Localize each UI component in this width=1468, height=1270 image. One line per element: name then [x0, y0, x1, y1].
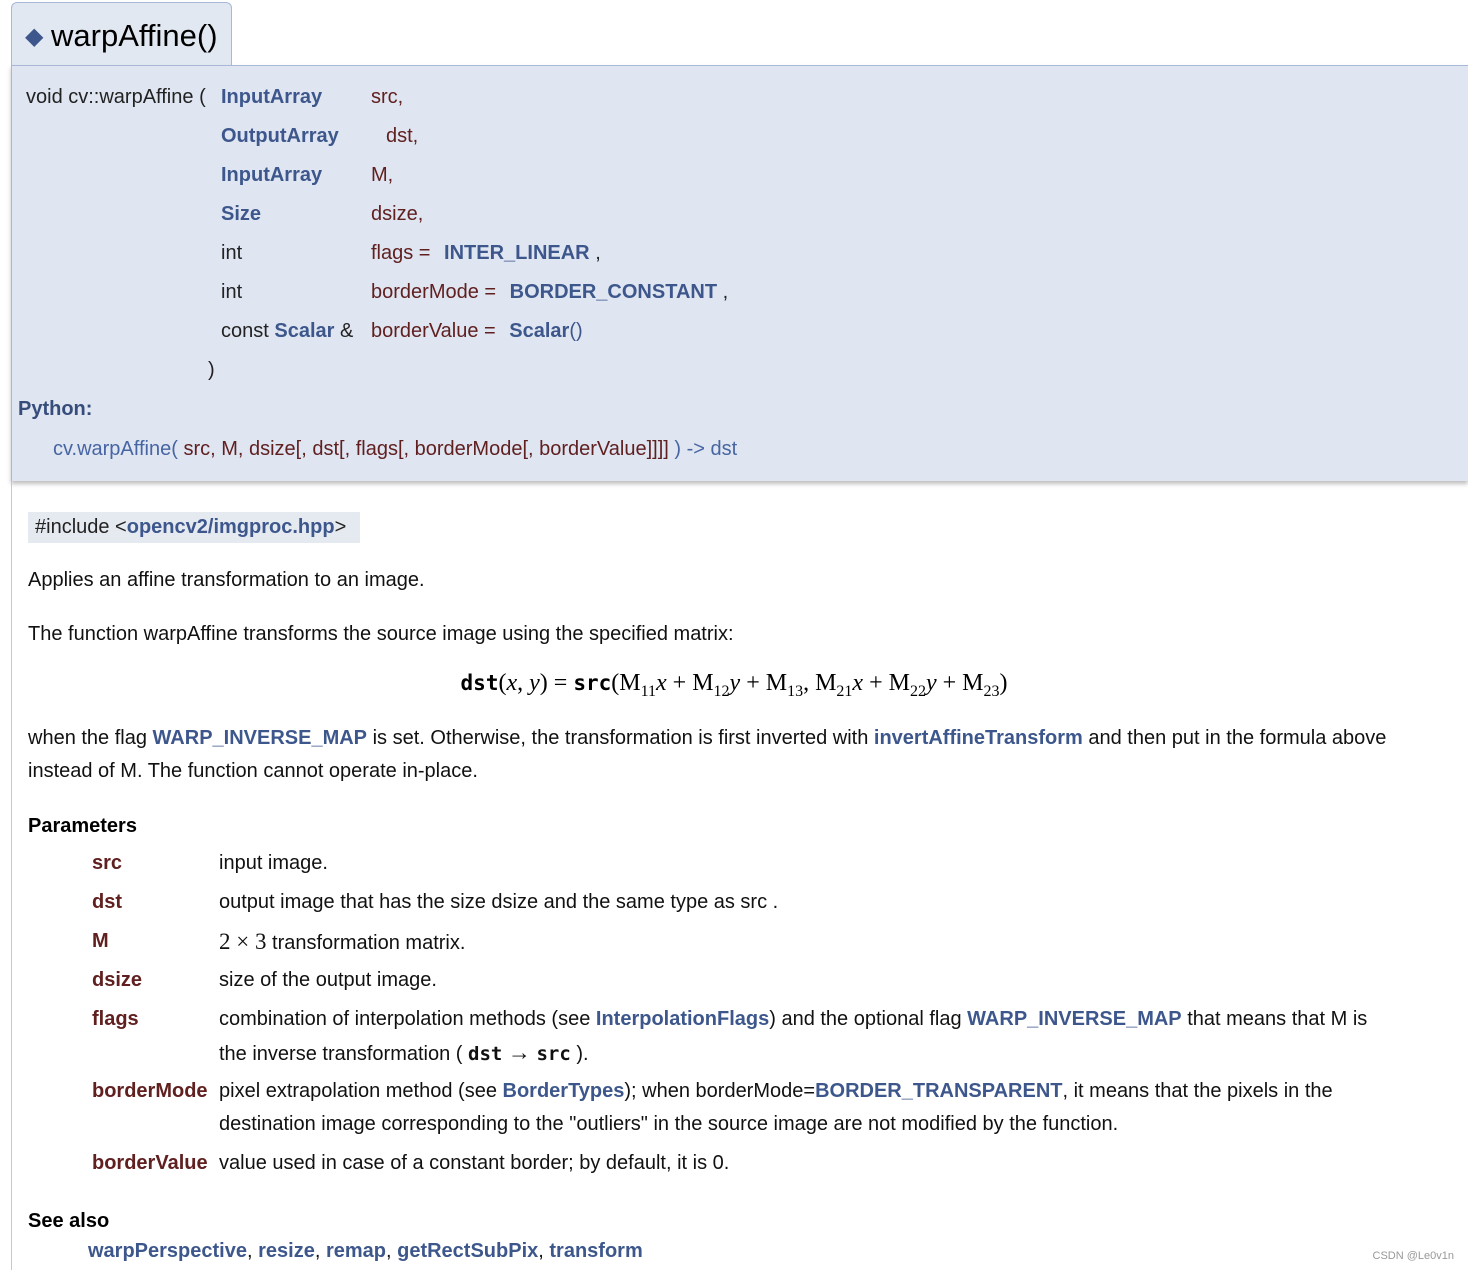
proto-param-type: [221, 123, 339, 149]
affine-formula: dst(x, $y) = src(M_{11}x + M_{12}y + M_{13}$, $M_{21}x + M_{22}y + M_{23}$): [460, 670, 1008, 700]
inputarray-link[interactable]: InputArray: [221, 164, 323, 186]
see-also-heading: See also: [28, 1210, 110, 1232]
prototype-lead: void cv::warpAffine (: [26, 86, 206, 108]
border-transparent-link[interactable]: BORDER_TRANSPARENT: [815, 1080, 1063, 1102]
diamond-bullet-icon: ◆: [25, 23, 44, 50]
see-also-links: warpPerspective, resize, remap, getRectSubPix, transform: [88, 1240, 643, 1262]
watermark: CSDN @Le0v1n: [1372, 1250, 1454, 1262]
scalar-link[interactable]: Scalar: [274, 320, 335, 342]
see-also-link-transform[interactable]: transform: [549, 1240, 643, 1262]
proto-param-type: int: [221, 242, 243, 264]
proto-param-type: [221, 162, 322, 188]
inter-linear-link[interactable]: INTER_LINEAR: [444, 242, 590, 264]
inputarray-link[interactable]: InputArray: [221, 86, 323, 108]
description-intro: The function warpAffine transforms the source image using the specified matrix:: [28, 623, 734, 645]
see-also-link-resize[interactable]: resize: [258, 1240, 315, 1262]
python-label: Python:: [18, 398, 93, 420]
see-also-link-warpperspective[interactable]: warpPerspective: [88, 1240, 247, 1262]
invert-affine-transform-link[interactable]: invertAffineTransform: [873, 727, 1083, 749]
interpolation-flags-link[interactable]: InterpolationFlags: [595, 1008, 770, 1030]
size-link[interactable]: Size: [221, 203, 262, 225]
parameters-heading: Parameters: [28, 815, 137, 837]
proto-param-name: dst,: [386, 125, 419, 147]
proto-param-type: [221, 84, 322, 110]
see-also-link-remap[interactable]: remap: [325, 1240, 386, 1262]
prototype-close-paren: ): [208, 359, 215, 381]
include-line: #include <opencv2/imgproc.hpp>: [28, 512, 360, 543]
proto-param-type: int: [221, 281, 243, 303]
border-constant-link[interactable]: BORDER_CONSTANT: [509, 281, 718, 303]
warp-inverse-map-link-2[interactable]: WARP_INVERSE_MAP: [967, 1008, 1182, 1030]
scalar-default-link[interactable]: Scalar: [509, 320, 570, 342]
description-body: when the flag WARP_INVERSE_MAP is set. Otherwise, the transformation is first inverted with invertAffineTransform and then put in the formula above instead of M. The function cannot operate in-place.: [28, 727, 1387, 782]
content-left-rule: [11, 481, 12, 1270]
proto-param-type: [221, 201, 261, 227]
member-title-tab: [11, 2, 232, 68]
python-signature: cv.warpAffine( src, M, dsize[, dst[, flags[, borderMode[, borderValue]]]] ) -> dst: [53, 438, 738, 460]
warp-inverse-map-link[interactable]: WARP_INVERSE_MAP: [152, 727, 368, 749]
prototype-box: [11, 65, 1468, 481]
proto-param-name: M,: [371, 164, 394, 186]
proto-param-type: const Scalar &: [221, 320, 354, 342]
brief-description: Applies an affine transformation to an image.: [28, 569, 425, 591]
border-types-link[interactable]: BorderTypes: [502, 1080, 625, 1102]
include-file-link[interactable]: opencv2/imgproc.hpp: [126, 516, 335, 538]
proto-param-name: borderValue = Scalar(): [371, 320, 583, 342]
proto-param-name: borderMode = BORDER_CONSTANT ,: [371, 281, 729, 303]
proto-param-name: src,: [371, 86, 404, 108]
proto-param-name: dsize,: [371, 203, 424, 225]
proto-param-name: flags = INTER_LINEAR ,: [371, 242, 601, 264]
member-title: warpAffine(): [51, 18, 218, 53]
see-also-link-getrectsubpix[interactable]: getRectSubPix: [397, 1240, 539, 1262]
outputarray-link[interactable]: OutputArray: [221, 125, 339, 147]
